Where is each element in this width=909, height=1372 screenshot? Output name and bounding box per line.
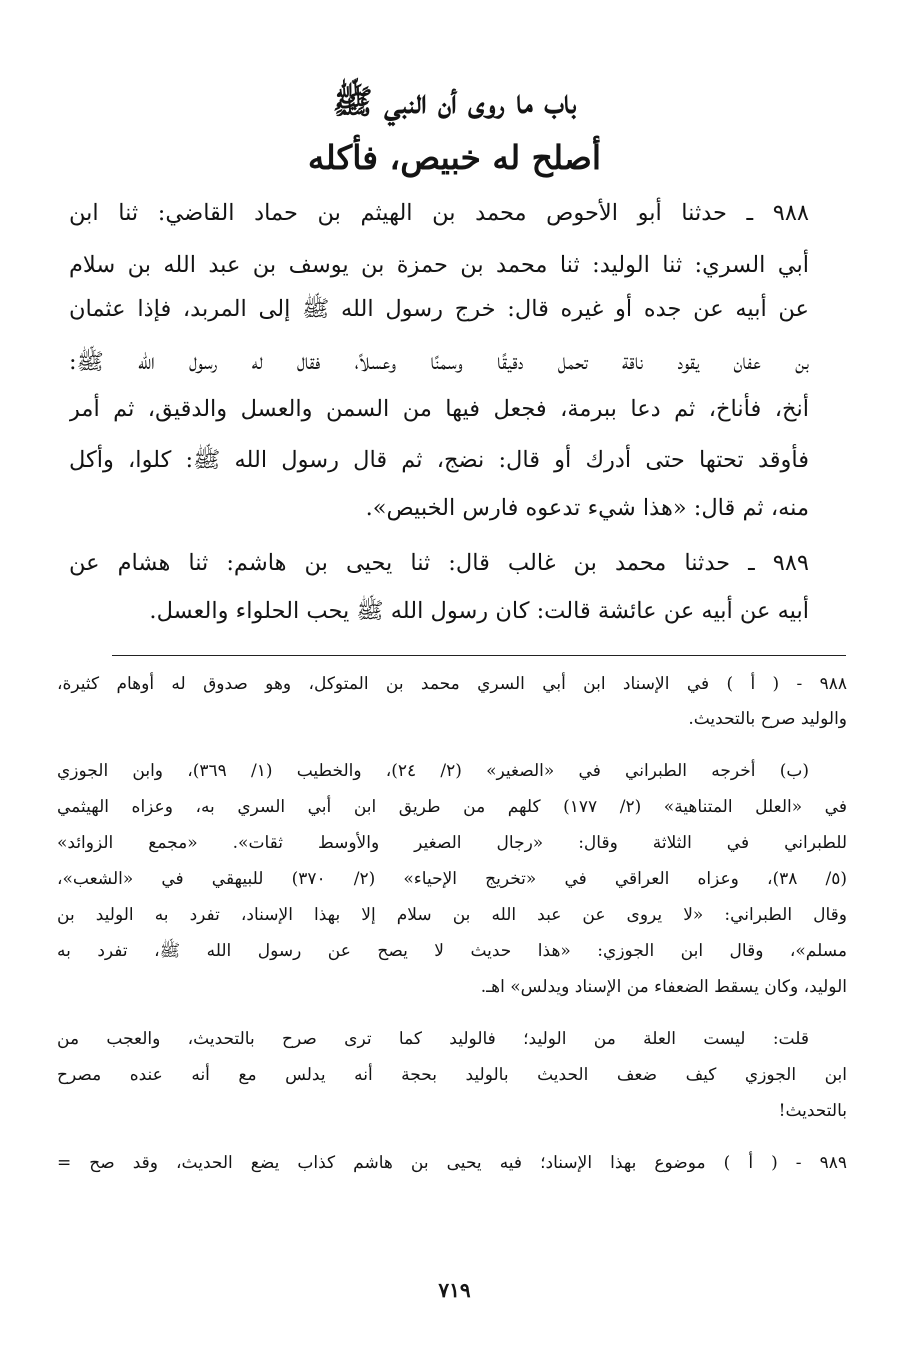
hadith-988-line: منه، ثم قال: «هذا شيء تدعوه فارس الخبيص». xyxy=(365,495,809,521)
footnote-988-b-line: مسلم»، وقال ابن الجوزي: «هذا حديث لا يصح عن رسول الله ﷺ، تفرد به xyxy=(57,941,847,961)
footnote-988-b-line: (٥/ ٣٨)، وعزاه العراقي في «تخريج الإحياء» (٢/ ٣٧٠) للبيهقي في «الشعب»، xyxy=(57,869,847,889)
hadith-989-line: أبيه عن أبيه عن عائشة قالت: كان رسول الله ﷺ يحب الحلواء والعسل. xyxy=(149,598,809,624)
hadith-988-line: أبي السري: ثنا الوليد: ثنا محمد بن حمزة بن يوسف بن عبد الله بن سلام xyxy=(69,252,809,278)
footnote-988-note-line: ابن الجوزي كيف ضعف الحديث بالوليد بحجة أنه يدلس مع أنه عنده مصرح xyxy=(57,1065,847,1085)
hadith-989-line: ٩٨٩ ـ حدثنا محمد بن غالب قال: ثنا يحيى بن هاشم: ثنا هشام عن xyxy=(69,550,809,576)
footnote-988-b-line: في «العلل المتناهية» (٢/ ١٧٧) كلهم من طريق ابن أبي السري به، وعزاه الهيثمي xyxy=(57,797,847,817)
footnote-988-note-line: بالتحديث! xyxy=(778,1101,847,1121)
footnote-988-a-line: والوليد صرح بالتحديث. xyxy=(688,709,847,729)
hadith-988-line: بن عفان يقود ناقة تحمل دقيقًا وسمنًا وعسلاً، فقال له رسول الله ﷺ: xyxy=(69,349,809,375)
footnote-988-b-line: وقال الطبراني: «لا يروى عن عبد الله بن سلام إلا بهذا الإسناد، تفرد به الوليد بن xyxy=(57,905,847,925)
hadith-988-line: أنخ، فأناخ، ثم دعا ببرمة، فجعل فيها من السمن والعسل والدقيق، ثم أمر xyxy=(69,396,809,422)
footnote-divider xyxy=(112,655,846,656)
footnote-988-b-line: الوليد، وكان يسقط الضعفاء من الإسناد ويدلس» اهـ. xyxy=(480,977,847,997)
hadith-988-line: عن أبيه عن جده أو غيره قال: خرج رسول الله ﷺ إلى المربد، فإذا عثمان xyxy=(69,296,809,322)
footnote-988-b-line: (ب) أخرجه الطبراني في «الصغير» (٢/ ٢٤)، والخطيب (١/ ٣٦٩)، وابن الجوزي xyxy=(57,761,809,781)
hadith-988-line: فأوقد تحتها حتى أدرك أو قال: نضج، ثم قال رسول الله ﷺ: كلوا، وأكل xyxy=(69,447,809,473)
page-number: ٧١٩ xyxy=(438,1278,471,1302)
chapter-title-line-1: باب ما روى أن النبي ﷺ xyxy=(332,82,577,121)
chapter-title-line-2: أصلح له خبيص، فأكله xyxy=(307,138,602,177)
footnote-988-a-line: ٩٨٨ - ( أ ) في الإسناد ابن أبي السري محمد بن المتوكل، وهو صدوق له أوهام كثيرة، xyxy=(57,674,847,694)
footnote-988-b-line: للطبراني في الثلاثة وقال: «رجال الصغير والأوسط ثقات». «مجمع الزوائد» xyxy=(57,833,847,853)
footnote-988-note-line: قلت: ليست العلة من الوليد؛ فالوليد كما ترى صرح بالتحديث، والعجب من xyxy=(57,1029,809,1049)
hadith-988-line: ٩٨٨ ـ حدثنا أبو الأحوص محمد بن الهيثم بن حماد القاضي: ثنا ابن xyxy=(69,200,809,226)
footnote-989-a-line: ٩٨٩ - ( أ ) موضوع بهذا الإسناد؛ فيه يحيى بن هاشم كذاب يضع الحديث، وقد صح = xyxy=(57,1153,847,1173)
